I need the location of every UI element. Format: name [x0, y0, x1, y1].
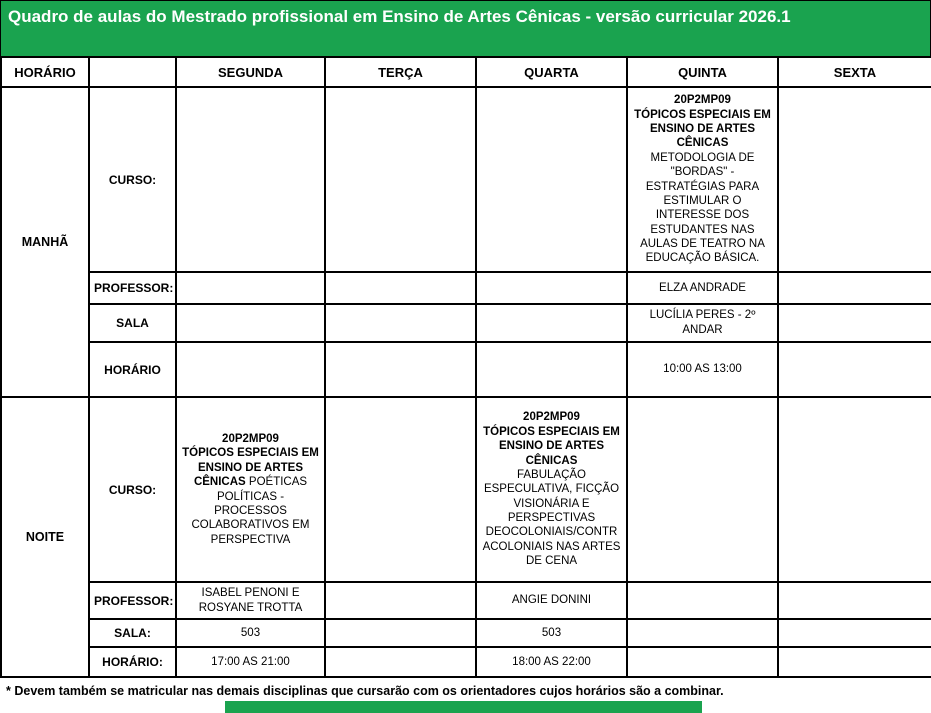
- course-description: POÉTICAS POLÍTICAS - PROCESSOS COLABORATIVOS EM PERSPECTIVA: [191, 476, 310, 546]
- course-code: 20P2MP09: [523, 411, 580, 424]
- header-day-quinta: QUINTA: [627, 57, 778, 87]
- schedule-table: [0, 56, 931, 678]
- header-day-sexta: SEXTA: [778, 57, 931, 87]
- cell-manha-horario-segunda: [176, 342, 325, 397]
- header-day-terca: TERÇA: [325, 57, 476, 87]
- cell-manha-horario-terca: [325, 342, 476, 397]
- cell-noite-sala-segunda: 503: [176, 619, 325, 647]
- period-manha: MANHÃ: [1, 87, 89, 397]
- cell-manha-horario-sexta: [778, 342, 931, 397]
- cell-noite-curso-terca: [325, 397, 476, 582]
- cell-noite-sala-quinta: [627, 619, 778, 647]
- cell-noite-sala-quarta: 503: [476, 619, 627, 647]
- cell-manha-curso-quarta: [476, 87, 627, 272]
- header-blank: [89, 57, 176, 87]
- night-label-curso: CURSO:: [89, 397, 176, 582]
- cell-noite-professor-terca: [325, 582, 476, 619]
- cell-manha-horario-quinta: 10:00 AS 13:00: [627, 342, 778, 397]
- header-row: [1, 57, 931, 87]
- night-horario-row: [1, 647, 931, 677]
- cell-noite-professor-sexta: [778, 582, 931, 619]
- course-title: TÓPICOS ESPECIAIS EM ENSINO DE ARTES CÊNICAS: [634, 108, 771, 150]
- cell-noite-sala-sexta: [778, 619, 931, 647]
- footnote: * Devem também se matricular nas demais disciplinas que cursarão com os orientadores cujos horários são a combinar.: [6, 684, 724, 698]
- course-title: TÓPICOS ESPECIAIS EM ENSINO DE ARTES CÊNICAS: [182, 447, 319, 489]
- cell-noite-horario-sexta: [778, 647, 931, 677]
- cell-noite-professor-quarta: ANGIE DONINI: [476, 582, 627, 619]
- cell-manha-sala-sexta: [778, 304, 931, 342]
- cell-noite-curso-sexta: [778, 397, 931, 582]
- title-banner: [0, 0, 931, 56]
- cell-manha-sala-segunda: [176, 304, 325, 342]
- course-description: METODOLOGIA DE "BORDAS" - ESTRATÉGIAS PARA ESTIMULAR O INTERESSE DOS ESTUDANTES NAS AULAS DE TEATRO NA EDUCAÇÃO BÁSICA.: [640, 151, 765, 265]
- period-noite: NOITE: [1, 397, 89, 677]
- course-code: 20P2MP09: [674, 94, 731, 107]
- night-label-sala: SALA:: [89, 619, 176, 647]
- night-sala-row: [1, 619, 931, 647]
- cell-manha-curso-segunda: [176, 87, 325, 272]
- cell-manha-professor-segunda: [176, 272, 325, 304]
- night-professor-row: [1, 582, 931, 619]
- header-day-quarta: QUARTA: [476, 57, 627, 87]
- page-title: Quadro de aulas do Mestrado profissional em Ensino de Artes Cênicas - versão curricular 2026.1: [8, 7, 791, 26]
- cell-noite-horario-terca: [325, 647, 476, 677]
- cell-manha-horario-quarta: [476, 342, 627, 397]
- cell-noite-horario-quarta: 18:00 AS 22:00: [476, 647, 627, 677]
- night-label-horario: HORÁRIO:: [89, 647, 176, 677]
- cell-manha-sala-quarta: [476, 304, 627, 342]
- course-description: FABULAÇÃO ESPECULATIVA, FICÇÃO VISIONÁRIA E PERSPECTIVAS DEOCOLONIAIS/CONTR ACOLONIAIS NAS ARTES DE CENA: [482, 468, 621, 568]
- cell-manha-professor-quinta: ELZA ANDRADE: [627, 272, 778, 304]
- cell-noite-horario-quinta: [627, 647, 778, 677]
- morning-label-horario: HORÁRIO: [89, 342, 176, 397]
- cell-noite-horario-segunda: 17:00 AS 21:00: [176, 647, 325, 677]
- cell-noite-curso-quinta: [627, 397, 778, 582]
- night-curso-row: [1, 397, 931, 582]
- cell-manha-sala-quinta: LUCÍLIA PERES - 2º ANDAR: [627, 304, 778, 342]
- morning-horario-row: [1, 342, 931, 397]
- morning-label-curso: CURSO:: [89, 87, 176, 272]
- header-day-segunda: SEGUNDA: [176, 57, 325, 87]
- cell-noite-sala-terca: [325, 619, 476, 647]
- cell-manha-professor-terca: [325, 272, 476, 304]
- cell-manha-curso-terca: [325, 87, 476, 272]
- course-code: 20P2MP09: [222, 433, 279, 445]
- header-horario: HORÁRIO: [1, 57, 89, 87]
- morning-label-professor: PROFESSOR:: [89, 272, 176, 304]
- cell-noite-professor-segunda: ISABEL PENONI E ROSYANE TROTTA: [176, 582, 325, 619]
- morning-label-sala: SALA: [89, 304, 176, 342]
- cell-manha-curso-quinta: [627, 87, 778, 272]
- cell-noite-professor-quinta: [627, 582, 778, 619]
- cell-manha-professor-sexta: [778, 272, 931, 304]
- cell-manha-professor-quarta: [476, 272, 627, 304]
- cell-manha-sala-terca: [325, 304, 476, 342]
- morning-sala-row: [1, 304, 931, 342]
- cell-manha-curso-sexta: [778, 87, 931, 272]
- cell-noite-curso-segunda: [176, 397, 325, 582]
- cell-noite-curso-quarta: [476, 397, 627, 582]
- morning-professor-row: [1, 272, 931, 304]
- bottom-green-bar: [225, 701, 702, 713]
- morning-curso-row: [1, 87, 931, 272]
- night-label-professor: PROFESSOR:: [89, 582, 176, 619]
- course-title: TÓPICOS ESPECIAIS EM ENSINO DE ARTES CÊNICAS: [483, 425, 620, 467]
